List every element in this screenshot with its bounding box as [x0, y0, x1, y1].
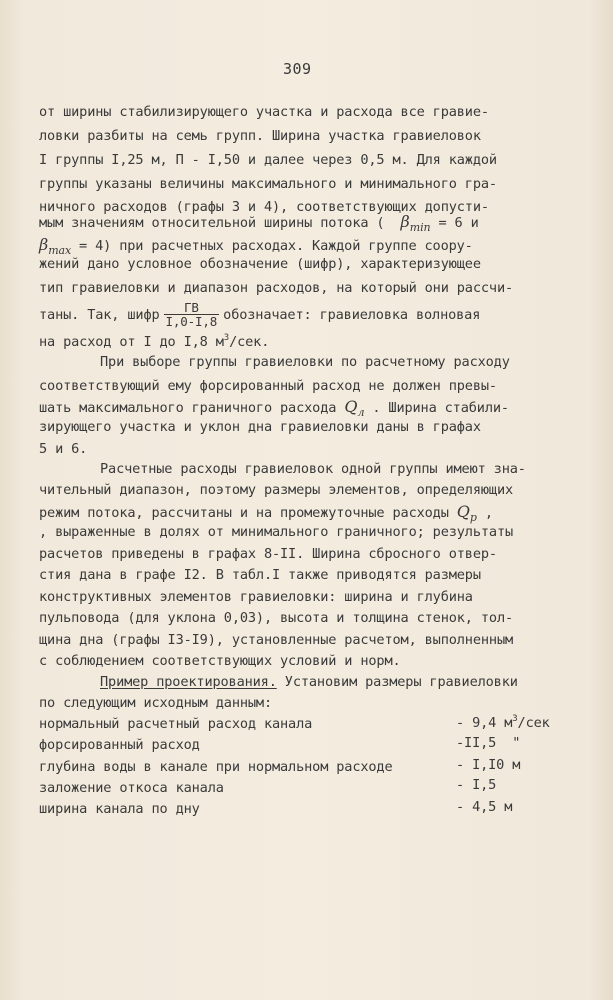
text-line: на расход от I до I,8 $м^3$/сек.	[39, 333, 270, 350]
text-line: 5 и 6.	[39, 441, 88, 457]
subscript-min: min	[409, 221, 431, 234]
text-line: расчетов приведены в графах 8-II. Ширина сбросного отвер-	[39, 546, 497, 562]
param-value: - 9,4 $м^3$/сек	[456, 714, 550, 731]
beta-symbol: β	[400, 212, 410, 231]
text-line: по следующим исходным данным:	[39, 695, 272, 711]
text-line: от ширины стабилизирующего участка и расхода все гравие-	[39, 104, 489, 120]
param-label: глубина воды в канале при нормальном расходе	[39, 759, 393, 775]
text-line: ловки разбиты на семь групп. Ширина участка гравиеловок	[39, 128, 481, 144]
text-line: щина дна (графы I3-I9), установленные расчетом, выполненным	[39, 632, 514, 648]
param-label: ширина канала по дну	[39, 801, 200, 817]
subscript-max: max	[48, 244, 71, 257]
page-number: 309	[283, 60, 312, 78]
text-line: режим потока, рассчитаны и на промежуточные расходы $Q_р$ ,	[39, 502, 493, 524]
text-line: таны. Так, шифр $\frac{ГВ}{I,0-I,8}$ обозначает: гравиеловка волновая	[39, 300, 481, 329]
text-line: мым значениям относительной ширины потока ( $\beta_{min} = 6$ и	[39, 212, 479, 234]
text-line: шать максимального граничного расхода $Q_л$ . Ширина стабили-	[39, 397, 509, 419]
text-line: , выраженные в долях от минимального граничного; результаты	[39, 524, 514, 540]
text-line: Пример проектирования. Установим размеры гравиеловки	[100, 674, 518, 690]
text-line: стия дана в графе I2. В табл.I также приводятся размеры	[39, 567, 481, 583]
param-label: нормальный расчетный расход канала	[39, 716, 313, 732]
text-line: $\beta_{max} = 4$) при расчетных расходах. Каждой группе соору-	[39, 235, 473, 257]
text-line: с соблюдением соответствующих условий и норм.	[39, 653, 401, 669]
param-value: - I,I0 м	[456, 757, 521, 773]
q-symbol: Q	[456, 502, 470, 521]
text-line: тип гравиеловки и диапазон расходов, на который они рассчи-	[39, 280, 514, 296]
text-line: конструктивных элементов гравиеловки: ширина и глубина	[39, 589, 473, 605]
example-heading: Пример проектирования.	[100, 674, 277, 690]
text-line: I группы I,25 м, П - I,50 и далее через 0,5 м. Для каждой	[39, 152, 497, 168]
text-line: жений дано условное обозначение (шифр), характеризующее	[39, 256, 481, 272]
text-line: соответствующий ему форсированный расход не должен превы-	[39, 378, 497, 394]
text-line: чительный диапазон, поэтому размеры элементов, определяющих	[39, 482, 514, 498]
text-line: Расчетные расходы гравиеловок одной группы имеют зна-	[100, 461, 526, 477]
param-label: форсированный расход	[39, 737, 200, 753]
text-line: ничного расходов (графы 3 и 4), соответствующих допусти-	[39, 199, 489, 215]
q-symbol: Q	[344, 397, 358, 416]
param-value: -II,5 "	[456, 735, 521, 751]
beta-symbol: β	[39, 235, 49, 254]
param-label: заложение откоса канала	[39, 780, 224, 796]
cipher-fraction: $\frac{ГВ}{I,0-I,8}$	[165, 300, 218, 329]
param-value: - 4,5 м	[456, 799, 513, 815]
text-line: При выборе группы гравиеловки по расчетному расходу	[100, 354, 510, 370]
text-line: пульповода (для уклона 0,03), высота и толщина стенок, тол-	[39, 610, 514, 626]
param-value: - I,5	[456, 777, 497, 793]
text-line: группы указаны величины максимального и минимального гра-	[39, 176, 497, 192]
text-line: зирующего участка и уклон дна гравиеловки даны в графах	[39, 419, 481, 435]
